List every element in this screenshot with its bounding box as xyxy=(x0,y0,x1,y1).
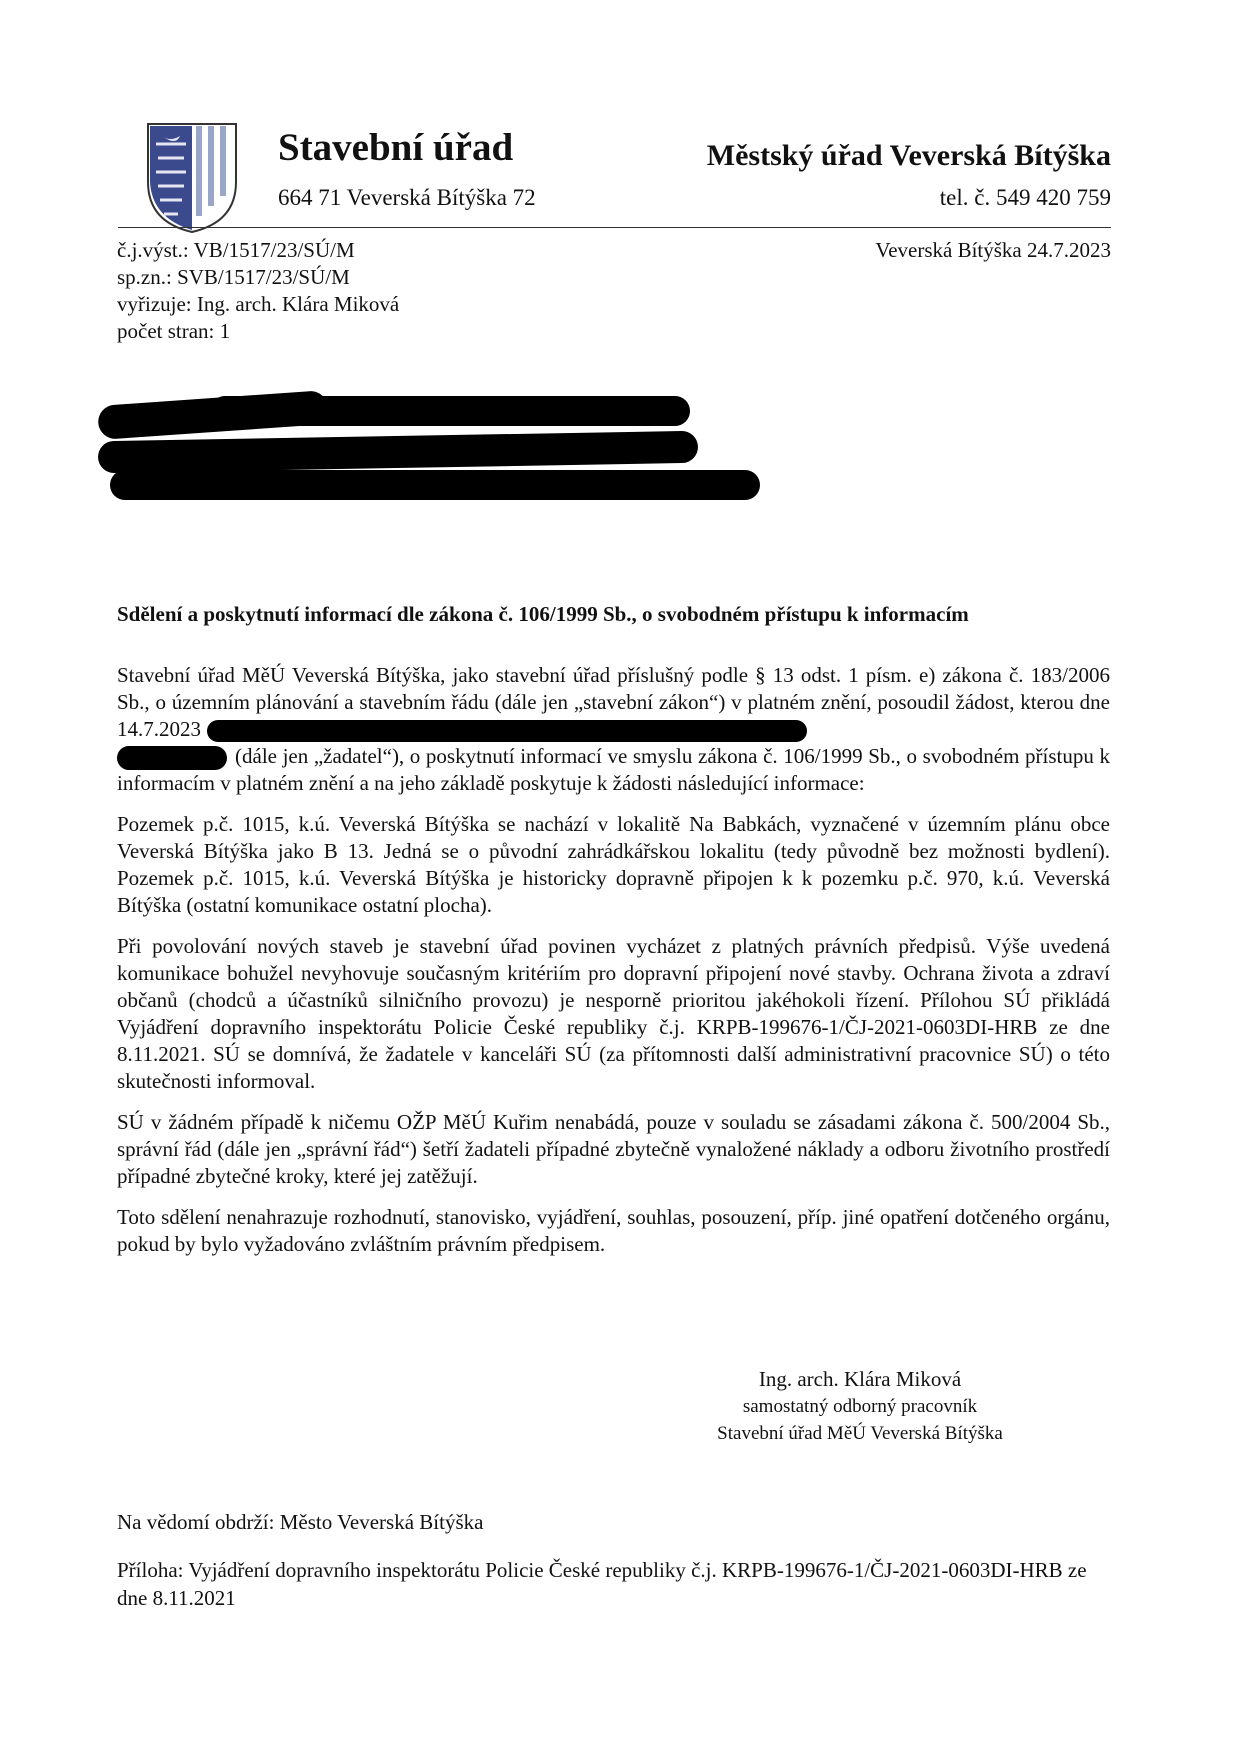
reference-handler: vyřizuje: Ing. arch. Klára Miková xyxy=(117,292,400,316)
office-phone: tel. č. 549 420 759 xyxy=(939,185,1111,210)
reference-pages: počet stran: 1 xyxy=(117,319,231,343)
reference-block xyxy=(117,237,399,345)
paragraph-1-start: Stavební úřad MěÚ Veverská Bítýška, jako stavební úřad příslušný podle § 13 odst. 1 písm. e) zákona č. 183/2006 Sb., o územním plánování a stavebním řádu (dále jen „stavební zákon“) v platném znění, posoudil žádost, kterou dne 14.7.2023 xyxy=(117,663,1110,741)
distribution-notice: Na vědomí obdrží: Město Veverská Bítýška xyxy=(117,1510,484,1534)
signatory-role: samostatný odborný pracovník xyxy=(742,1396,978,1417)
paragraph-1-end: (dále jen „žadatel“), o poskytnutí informací ve smyslu zákona č. 106/1999 Sb., o svobodném přístupu k informacím v platném znění a na jeho základě poskytuje k žádosti následující informace: xyxy=(117,744,1110,796)
redacted-applicant xyxy=(207,720,807,742)
paragraph-3: Při povolování nových staveb je stavební úřad povinen vycházet z platných právních předpisů. Výše uvedená komunikace bohužel nevyhovuje současným kritériím pro dopravní připojení nové stavby. Ochrana života a zdraví občanů (chodců a účastníků silničního provozu) je nesporně prioritou jakéhokoli řízení. Přílohou SÚ přikládá Vyjádření dopravního inspektorátu Policie České republiky č.j. KRPB-199676-1/ČJ-2021-0603DI-HRB ze dne 8.11.2021. SÚ se domnívá, že žadatele v kanceláři SÚ (za přítomnosti další administrativní pracovnice SÚ) o této skutečnosti informoval. xyxy=(117,934,1110,1094)
subject-heading: Sdělení a poskytnutí informací dle zákona č. 106/1999 Sb., o svobodném přístupu k informacím xyxy=(117,602,969,626)
paragraph-4: SÚ v žádném případě k ničemu OŽP MěÚ Kuřim nenabádá, pouze v souladu se zásadami zákona č. 500/2004 Sb., správní řád (dále jen „správní řád“) šetří žadateli případné zbytečně vynaložené náklady a odboru životního prostředí případné zbytečné kroky, které jej zatěžují. xyxy=(117,1110,1110,1189)
signatory-name: Ing. arch. Klára Miková xyxy=(758,1367,962,1391)
reference-spzn: sp.zn.: SVB/1517/23/SÚ/M xyxy=(117,265,350,289)
reference-cj: č.j.výst.: VB/1517/23/SÚ/M xyxy=(117,238,355,262)
document-date: Veverská Bítýška 24.7.2023 xyxy=(875,238,1111,262)
letter-body xyxy=(117,662,1110,1272)
paragraph-2: Pozemek p.č. 1015, k.ú. Veverská Bítýška se nachází v lokalitě Na Babkách, vyznačené v územním plánu obce Veverská Bítýška jako B 13. Jedná se o původní zahrádkářskou lokalitu (tedy původně bez možnosti bydlení). Pozemek p.č. 1015, k.ú. Veverská Bítýška je historicky dopravně připojen k k pozemku p.č. 970, k.ú. Veverská Bítýška (ostatní komunikace ostatní plocha). xyxy=(117,812,1110,918)
signature-block xyxy=(660,1366,1060,1447)
municipal-crest-icon xyxy=(146,122,238,234)
paragraph-1 xyxy=(117,662,1110,797)
paragraph-5: Toto sdělení nenahrazuje rozhodnutí, stanovisko, vyjádření, souhlas, posouzení, příp. jiné opatření dotčeného orgánu, pokud by bylo vyžadováno zvláštním právním předpisem. xyxy=(117,1205,1110,1257)
office-name: Městský úřad Veverská Bítýška xyxy=(706,139,1111,172)
attachment-note: Příloha: Vyjádření dopravního inspektorátu Policie České republiky č.j. KRPB-199676-1/ČJ-2021-0603DI-HRB ze dne 8.11.2021 xyxy=(117,1558,1087,1610)
header-divider xyxy=(118,227,1111,228)
authority-address: 664 71 Veverská Bítýška 72 xyxy=(278,185,536,210)
redacted-applicant-2 xyxy=(117,746,227,770)
signatory-office: Stavební úřad MěÚ Veverská Bítýška xyxy=(717,1423,1003,1444)
authority-title: Stavební úřad xyxy=(278,126,514,169)
